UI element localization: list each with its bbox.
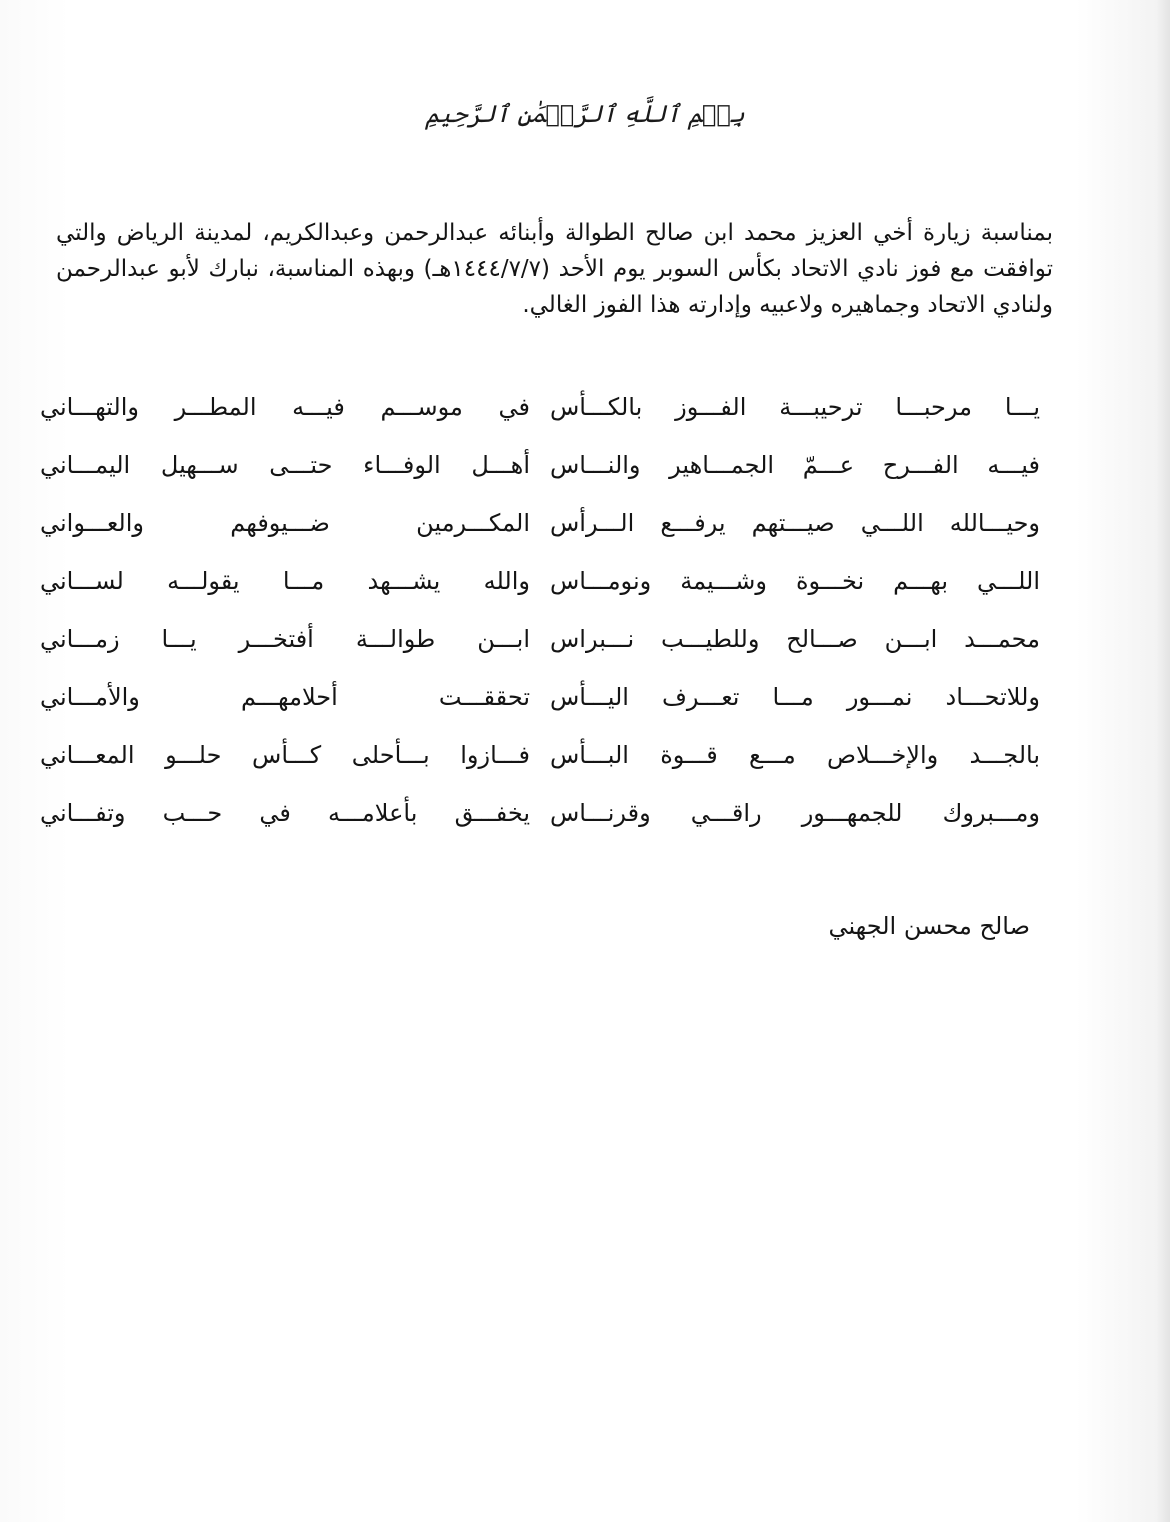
verse-first-hemistich: محمـــد ابـــن صـــالح وللطيـــب نـــبراس <box>550 625 1040 653</box>
verse-first-hemistich: ومـــبروك للجمهـــور راقـــي وقرنـــاس <box>550 799 1040 827</box>
poem-verse <box>40 668 1040 726</box>
verse-first-hemistich: فيـــه الفـــرح عـــمّ الجمـــاهير والنـــاس <box>550 451 1040 479</box>
verse-first-hemistich: وحيـــالله اللـــي صيـــتهم يرفـــع الـــرأس <box>550 509 1040 537</box>
poem <box>40 378 1040 842</box>
verse-second-hemistich: أهـــل الوفـــاء حتـــى ســـهيل اليمـــاني <box>40 451 530 479</box>
verse-first-hemistich: بالجـــد والإخـــلاص مـــع قـــوة البـــأس <box>550 741 1040 769</box>
verse-second-hemistich: المكـــرمين ضـــيوفهم والعـــواني <box>40 509 530 537</box>
verse-second-hemistich: ابـــن طوالـــة أفتخـــر يـــا زمـــاني <box>40 625 530 653</box>
verse-second-hemistich: في موســـم فيـــه المطـــر والتهـــاني <box>40 393 530 421</box>
poem-verse <box>40 552 1040 610</box>
poem-verse <box>40 494 1040 552</box>
poem-verse <box>40 378 1040 436</box>
verse-second-hemistich: والله يشـــهد مـــا يقولـــه لســـاني <box>40 567 530 595</box>
poem-verse <box>40 726 1040 784</box>
intro-paragraph: بمناسبة زيارة أخي العزيز محمد ابن صالح الطوالة وأبنائه عبدالرحمن وعبدالكريم، لمدينة الرياض والتي توافقت مع فوز نادي الاتحاد بكأس السوبر يوم الأحد (١٤٤٤/٧/٧هـ) وبهذه المناسبة، نبارك لأبو عبدالرحمن ولنادي الاتحاد وجماهيره ولاعبيه وإدارته هذا الفوز الغالي. <box>56 220 1053 318</box>
page-edge-shadow <box>1156 0 1170 1522</box>
verse-second-hemistich: يخفـــق بأعلامـــه في حـــب وتفـــاني <box>40 799 530 827</box>
verse-first-hemistich: اللـــي بهـــم نخـــوة وشـــيمة ونومـــاس <box>550 567 1040 595</box>
verse-first-hemistich: يـــا مرحبـــا ترحيبـــة الفـــوز بالكـــأس <box>550 393 1040 421</box>
verse-first-hemistich: وللاتحـــاد نمـــور مـــا تعـــرف اليـــأس <box>550 683 1040 711</box>
poem-verse <box>40 436 1040 494</box>
poem-verse <box>40 610 1040 668</box>
poem-verse <box>40 784 1040 842</box>
basmala-heading: بِسۡمِ ٱللَّهِ ٱلرَّحۡمَٰنِ ٱلرَّحِيمِ <box>425 100 745 128</box>
author-signature: صالح محسن الجهني <box>828 912 1030 940</box>
verse-second-hemistich: فـــازوا بـــأحلى كـــأس حلـــو المعـــاني <box>40 741 530 769</box>
verse-second-hemistich: تحققـــت أحلامهـــم والأمـــاني <box>40 683 530 711</box>
